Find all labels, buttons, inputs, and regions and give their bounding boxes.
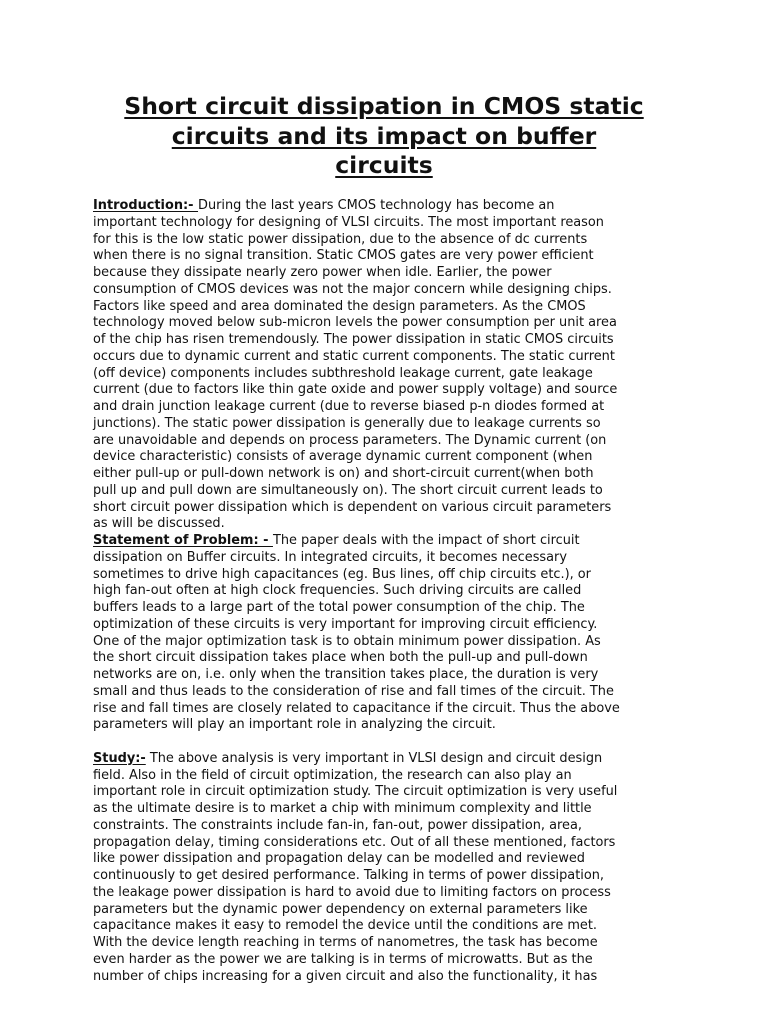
paragraph-line: junctions). The static power dissipation is generally due to leakage currents so bbox=[93, 415, 601, 431]
paragraph-line: pull up and pull down are simultaneously on). The short circuit current leads to bbox=[93, 482, 603, 498]
paragraph-line: (off device) components includes subthreshold leakage current, gate leakage bbox=[93, 365, 593, 381]
paragraph-line: With the device length reaching in terms of nanometres, the task has become bbox=[93, 935, 598, 950]
paragraph-line: like power dissipation and propagation delay can be modelled and reviewed bbox=[93, 851, 585, 867]
paragraph-line: as will be discussed. bbox=[93, 516, 225, 532]
paragraph-line: as the ultimate desire is to market a chip with minimum complexity and little bbox=[93, 801, 592, 816]
section-statement-of-problem bbox=[93, 533, 693, 734]
section-heading: Introduction:- bbox=[93, 198, 199, 213]
paragraph-line: optimization of these circuits is very important for improving circuit efficiency. bbox=[93, 616, 598, 632]
title-line: circuits bbox=[335, 151, 433, 179]
paragraph-line: technology moved below sub-micron levels the power consumption per unit area bbox=[93, 315, 617, 331]
paragraph-line: even harder as the power we are talking is in terms of microwatts. But as the bbox=[93, 951, 593, 967]
section-heading: Statement of Problem: - bbox=[93, 533, 273, 548]
paragraph-line: important role in circuit optimization study. The circuit optimization is very useful bbox=[93, 784, 618, 800]
paragraph-line: capacitance makes it easy to remodel the device until the conditions are met. bbox=[93, 918, 598, 934]
paragraph-line: Introduction:- During the last years CMOS technology has become an bbox=[93, 198, 555, 213]
paragraph-line: field. Also in the field of circuit optimization, the research can also play an bbox=[93, 767, 572, 783]
paragraph-line: current (due to factors like thin gate oxide and power supply voltage) and source bbox=[93, 382, 618, 398]
document-title bbox=[80, 92, 688, 181]
paragraph-line: high fan-out often at high clock frequencies. Such driving circuits are called bbox=[93, 583, 582, 599]
paragraph-line: dissipation on Buffer circuits. In integrated circuits, it becomes necessary bbox=[93, 549, 567, 565]
title-line: Short circuit dissipation in CMOS static bbox=[124, 92, 644, 120]
document-body bbox=[93, 198, 693, 985]
paragraph-line: small and thus leads to the consideration of rise and fall times of the circuit. The bbox=[93, 683, 614, 699]
section-introduction bbox=[93, 198, 693, 533]
paragraph-line: consumption of CMOS devices was not the major concern while designing chips. bbox=[93, 281, 612, 297]
paragraph-line: propagation delay, timing considerations etc. Out of all these mentioned, factors bbox=[93, 834, 616, 850]
section-heading: Study:- bbox=[93, 750, 146, 766]
paragraph-line: continuously to get desired performance. Talking in terms of power dissipation, bbox=[93, 868, 604, 883]
paragraph-line: Statement of Problem: - The paper deals with the impact of short circuit bbox=[93, 533, 580, 548]
paragraph-line: Study:- The above analysis is very important in VLSI design and circuit design bbox=[93, 750, 603, 766]
paragraph-line: constraints. The constraints include fan-in, fan-out, power dissipation, area, bbox=[93, 817, 582, 833]
paragraph-line: networks are on, i.e. only when the transition takes place, the duration is very bbox=[93, 667, 599, 682]
paragraph-line: for this is the low static power dissipation, due to the absence of dc currents bbox=[93, 231, 588, 247]
paragraph-line: short circuit power dissipation which is dependent on various circuit parameters bbox=[93, 499, 612, 515]
paragraph-line: One of the major optimization task is to obtain minimum power dissipation. As bbox=[93, 633, 601, 649]
paragraph-line: number of chips increasing for a given circuit and also the functionality, it has bbox=[93, 968, 598, 984]
paragraph-line: when there is no signal transition. Static CMOS gates are very power efficient bbox=[93, 248, 594, 264]
paragraph-line: sometimes to drive high capacitances (eg. Bus lines, off chip circuits etc.), or bbox=[93, 566, 591, 582]
title-line: circuits and its impact on buffer bbox=[171, 121, 597, 150]
paragraph-line: rise and fall times are closely related to capacitance if the circuit. Thus the above bbox=[93, 700, 620, 716]
paragraph-line: buffers leads to a large part of the total power consumption of the chip. The bbox=[93, 600, 585, 615]
paragraph-line: important technology for designing of VLSI circuits. The most important reason bbox=[93, 214, 604, 230]
paragraph-line: the leakage power dissipation is hard to avoid due to limiting factors on process bbox=[93, 884, 611, 900]
section-study bbox=[93, 751, 693, 986]
paragraph-line: parameters but the dynamic power dependency on external parameters like bbox=[93, 901, 588, 917]
paragraph-spacer bbox=[93, 734, 693, 751]
paragraph-line: of the chip has risen tremendously. The power dissipation in static CMOS circuits bbox=[93, 332, 614, 347]
paragraph-line: Factors like speed and area dominated the design parameters. As the CMOS bbox=[93, 298, 586, 314]
paragraph-line: because they dissipate nearly zero power when idle. Earlier, the power bbox=[93, 265, 552, 280]
paragraph-line: device characteristic) consists of average dynamic current component (when bbox=[93, 449, 593, 465]
paragraph-line: occurs due to dynamic current and static current components. The static current bbox=[93, 348, 615, 364]
paragraph-line: are unavoidable and depends on process parameters. The Dynamic current (on bbox=[93, 432, 607, 448]
paragraph-line: the short circuit dissipation takes place when both the pull-up and pull-down bbox=[93, 650, 588, 666]
paragraph-line: parameters will play an important role in analyzing the circuit. bbox=[93, 717, 496, 733]
paragraph-line: either pull-up or pull-down network is on) and short-circuit current(when both bbox=[93, 466, 594, 481]
paragraph-line: and drain junction leakage current (due to reverse biased p-n diodes formed at bbox=[93, 399, 605, 414]
